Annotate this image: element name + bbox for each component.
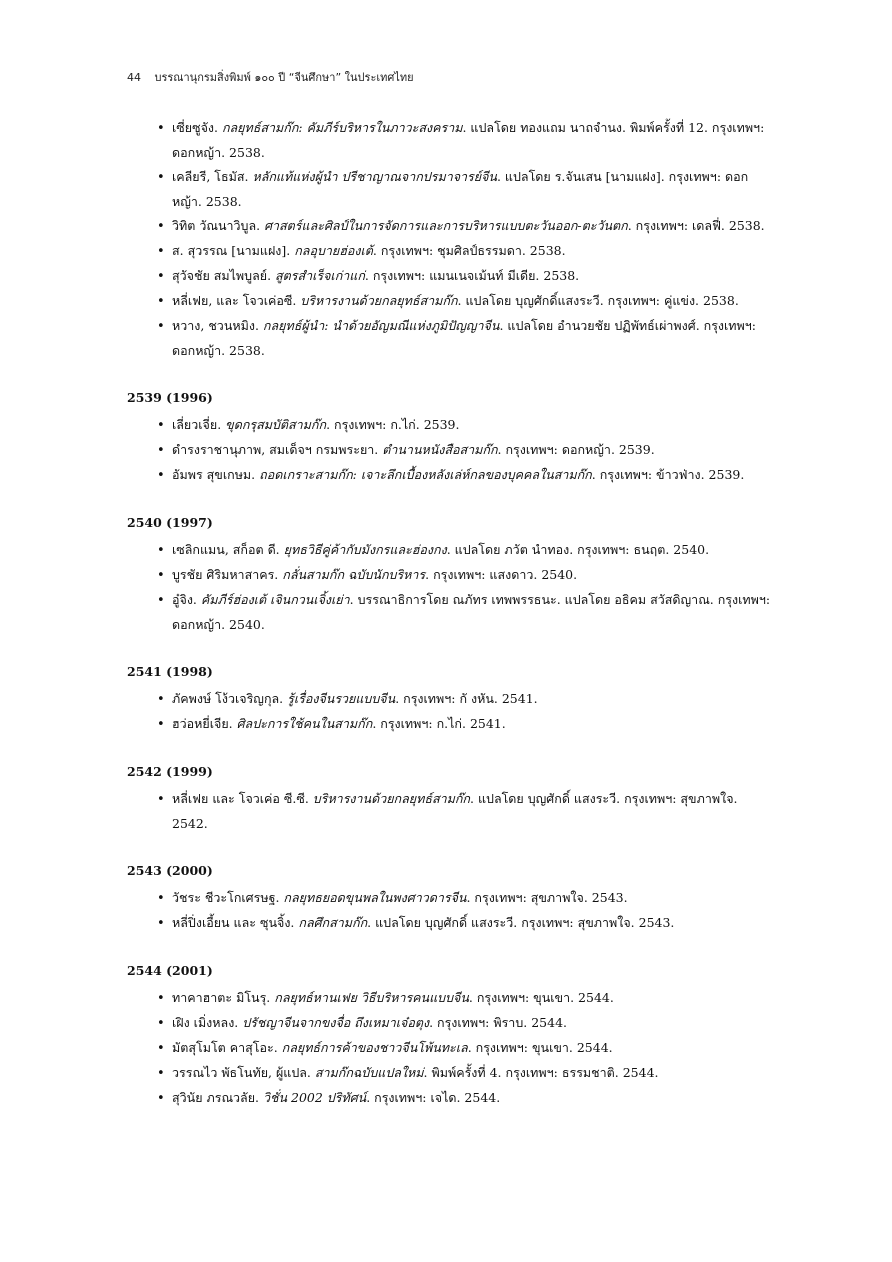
entry-author: สุวัจชัย สมไพบูลย์. [172,268,276,283]
entry-publication: . แปลโดย อำนวยชัย ปฏิพัทธ์เผ่าพงศ์. กรุงเทพฯ: ดอกหญ้า. 2538. [172,318,757,358]
entry-title: ยุทธวิธีคู่ค้ากับมังกรและฮ่องกง [283,542,447,557]
entry-author: หลี่เฟย และ โจวเค่อ ซี.ซี. [172,791,313,806]
entry-title: ขุดกรุสมบัติสามก๊ก [225,417,327,432]
bullet-icon: • [157,792,165,807]
bibliography-entry [127,538,772,563]
entry-author: เฝิง เมิ่งหลง. [172,1015,243,1030]
entry-publication: . แปลโดย บุญศักดิ์ แสงระวี. กรุงเทพฯ: สุขภาพใจ. 2543. [367,915,675,930]
entry-publication: . พิมพ์ครั้งที่ 4. กรุงเทพฯ: ธรรมชาติ. 2544. [423,1065,659,1080]
entry-publication: . แปลโดย บุญศักดิ์ แสงระวี. กรุงเทพฯ: สุขภาพใจ. 2542. [172,791,738,831]
entry-publication: . กรุงเทพฯ: ชุมศิลป์ธรรมดา. 2538. [372,243,566,258]
entry-title: กลยุทธยอดขุนพลในพงศาวดารจีน [283,890,467,905]
entry-publication: . กรุงเทพฯ: ขุนเขา. 2544. [468,990,614,1005]
entry-author: สุวินัย ภรณวลัย. [172,1090,263,1105]
bullet-icon: • [157,916,165,931]
bibliography-entry [127,264,772,289]
entry-publication: . กรุงเทพฯ: เดลฟี่. 2538. [627,218,765,233]
entry-list [127,687,772,737]
bullet-icon: • [157,692,165,707]
year-heading: 2539 (1996) [127,390,213,405]
bibliography-entry [127,239,772,264]
entry-title: กลยุทธ์สามก๊ก: คัมภีร์บริหารในภาวะสงคราม [221,120,463,135]
entry-title: กลั่นสามก๊ก ฉบับนักบริหาร [282,567,426,582]
entry-author: หวาง, ชวนหมิง. [172,318,263,333]
bibliography-section [127,116,772,363]
bullet-icon: • [157,991,165,1006]
entry-author: เลี่ยวเจี่ย. [172,417,226,432]
bullet-icon: • [157,593,165,608]
entry-title: คัมภีร์ฮ่องเต้ เจินกวนเจิ้งเย่า [200,592,350,607]
entry-author: ภัคพงษ์ โง้วเจริญกุล. [172,691,288,706]
bibliography-entry [127,1036,772,1061]
bibliography-section [127,389,772,488]
entry-title: บริหารงานด้วยกลยุทธ์สามก๊ก [300,293,458,308]
entry-author: อู๋จิง. [172,592,201,607]
bibliography-entry [127,214,772,239]
bullet-icon: • [157,717,165,732]
running-header [127,68,414,86]
entry-list [127,116,772,363]
entry-title: กลยุทธ์หานเฟย วิธีบริหารคนแบบจีน [274,990,469,1005]
bullet-icon: • [157,219,165,234]
year-heading: 2544 (2001) [127,963,213,978]
entry-title: ศาสตร์และศิลป์ในการจัดการและการบริหารแบบตะวันออก-ตะวันตก [264,218,628,233]
entry-author: มัตสุโมโต คาสุโอะ. [172,1040,282,1055]
bullet-icon: • [157,319,165,334]
bullet-icon: • [157,1066,165,1081]
entry-title: รู้เรื่องจีนรวยแบบจีน [287,691,396,706]
entry-publication: . กรุงเทพฯ: ข้าวฟ่าง. 2539. [591,467,745,482]
bibliography-entry [127,787,772,836]
entry-author: เซลิกแมน, สก็อต ดี. [172,542,284,557]
entry-list [127,886,772,936]
entry-author: เซี่ยซูจัง. [172,120,222,135]
entry-publication: . แปลโดย ภวัต นำทอง. กรุงเทพฯ: ธนฤต. 2540. [446,542,710,557]
entry-publication: . กรุงเทพฯ: ดอกหญ้า. 2539. [497,442,655,457]
year-heading: 2542 (1999) [127,764,213,779]
bibliography-entry [127,438,772,463]
entry-title: กลยุทธ์การค้าของชาวจีนโพ้นทะเล [281,1040,468,1055]
bibliography-entry [127,986,772,1011]
entry-author: บูรชัย ศิริมหาสาคร. [172,567,283,582]
entry-publication: . กรุงเทพฯ: ขุนเขา. 2544. [467,1040,613,1055]
bibliography-section [127,962,772,1111]
bibliography-section [127,862,772,936]
entry-author: อัมพร สุขเกษม. [172,467,260,482]
bibliography-entry [127,911,772,936]
entry-author: วัชระ ชีวะโกเศรษฐ. [172,890,284,905]
bibliography-section [127,514,772,637]
entry-author: วรรณไว พัธโนทัย, ผู้แปล. [172,1065,315,1080]
bibliography-entry [127,886,772,911]
entry-title: หลักแท้แห่งผู้นำ ปรีชาญาณจากปรมาจารย์จีน [252,169,497,184]
bibliography-entry [127,588,772,637]
bullet-icon: • [157,244,165,259]
bibliography-section [127,763,772,836]
bullet-icon: • [157,543,165,558]
bullet-icon: • [157,443,165,458]
bibliography-entry [127,463,772,488]
entry-publication: . บรรณาธิการโดย ณภัทร เทพพรรธนะ. แปลโดย อธิคม สวัสดิญาณ. กรุงเทพฯ: ดอกหญ้า. 2540. [172,592,771,632]
bibliography-entry [127,289,772,314]
bullet-icon: • [157,1041,165,1056]
entry-publication: . กรุงเทพฯ: สุขภาพใจ. 2543. [466,890,628,905]
bibliography-entry [127,116,772,165]
bullet-icon: • [157,269,165,284]
bullet-icon: • [157,121,165,136]
entry-publication: . แปลโดย บุญศักดิ์แสงระวี. กรุงเทพฯ: คู่แข่ง. 2538. [457,293,739,308]
running-title: บรรณานุกรมสิ่งพิมพ์ ๑๐๐ ปี “จีนศึกษา” ในประเทศไทย [154,71,414,84]
entry-author: เคลียรี, โธมัส. [172,169,253,184]
entry-publication: . แปลโดย ร.จันเสน [นามแฝง]. กรุงเทพฯ: ดอกหญ้า. 2538. [172,169,749,209]
bullet-icon: • [157,294,165,309]
page-number: 44 [127,71,141,84]
entry-title: ตำนานหนังสือสามก๊ก [382,442,498,457]
year-heading: 2540 (1997) [127,515,213,530]
entry-author: วิทิต วัณนาวิบูล. [172,218,265,233]
bibliography-entry [127,687,772,712]
entry-title: สามก๊กฉบับแปลใหม่ [314,1065,424,1080]
entry-list [127,413,772,488]
entry-publication: . กรุงเทพฯ: แมนเนจเม้นท์ มีเดีย. 2538. [364,268,580,283]
bibliography-entry [127,1011,772,1036]
entry-title: บริหารงานด้วยกลยุทธ์สามก๊ก [312,791,470,806]
bibliography-entry [127,314,772,363]
bibliography-entry [127,1086,772,1111]
entry-author: ส. สุวรรณ [นามแฝง]. [172,243,295,258]
entry-title: กลศึกสามก๊ก [298,915,368,930]
year-heading: 2541 (1998) [127,664,213,679]
bibliography-entry [127,165,772,214]
entry-publication: . กรุงเทพฯ: ก.ไก่. 2541. [372,716,506,731]
bullet-icon: • [157,1016,165,1031]
entry-title: สูตรสำเร็จเก่าแก่ [275,268,365,283]
entry-author: ทาคาฮาตะ มิโนรุ. [172,990,275,1005]
entry-publication: . กรุงเทพฯ: กั งหัน. 2541. [395,691,538,706]
entry-author: หลี่เฟย, และ โจวเค่อซี. [172,293,301,308]
entry-author: หลี่ปิ่งเอี้ยน และ ซุนจิ้ง. [172,915,299,930]
bullet-icon: • [157,418,165,433]
bibliography-entry [127,563,772,588]
entry-publication: . กรุงเทพฯ: แสงดาว. 2540. [425,567,578,582]
bullet-icon: • [157,468,165,483]
entry-publication: . กรุงเทพฯ: เจได. 2544. [366,1090,501,1105]
entry-title: ปรัชญาจีนจากขงจื่อ ถึงเหมาเจ๋อตุง [242,1015,430,1030]
bullet-icon: • [157,568,165,583]
entry-title: ถอดเกราะสามก๊ก: เจาะลึกเบื้องหลังเล่ห์กลของบุคคลในสามก๊ก [259,467,592,482]
entry-author: ดำรงราชานุภาพ, สมเด็จฯ กรมพระยา. [172,442,383,457]
entry-title: กลยุทธ์ผู้นำ: นำด้วยอัญมณีแห่งภูมิปัญญาจีน [262,318,500,333]
entry-publication: . แปลโดย ทองแถม นาถจำนง. พิมพ์ครั้งที่ 12. กรุงเทพฯ: ดอกหญ้า. 2538. [172,120,765,160]
bibliography-section [127,663,772,737]
bibliography-content [127,116,772,1137]
year-heading: 2543 (2000) [127,863,213,878]
entry-author: ฮว่อหยี่เจีย. [172,716,237,731]
entry-title: วิชั่น 2002 ปริทัศน์ [263,1090,367,1105]
entry-publication: . กรุงเทพฯ: ก.ไก่. 2539. [326,417,460,432]
entry-title: ศิลปะการใช้คนในสามก๊ก [236,716,373,731]
entry-title: กลอุบายฮ่องเต้ [294,243,373,258]
bullet-icon: • [157,891,165,906]
bibliography-entry [127,413,772,438]
entry-publication: . กรุงเทพฯ: พิราบ. 2544. [429,1015,567,1030]
entry-list [127,787,772,836]
bullet-icon: • [157,170,165,185]
entry-list [127,538,772,637]
bibliography-entry [127,712,772,737]
bullet-icon: • [157,1091,165,1106]
entry-list [127,986,772,1111]
bibliography-entry [127,1061,772,1086]
